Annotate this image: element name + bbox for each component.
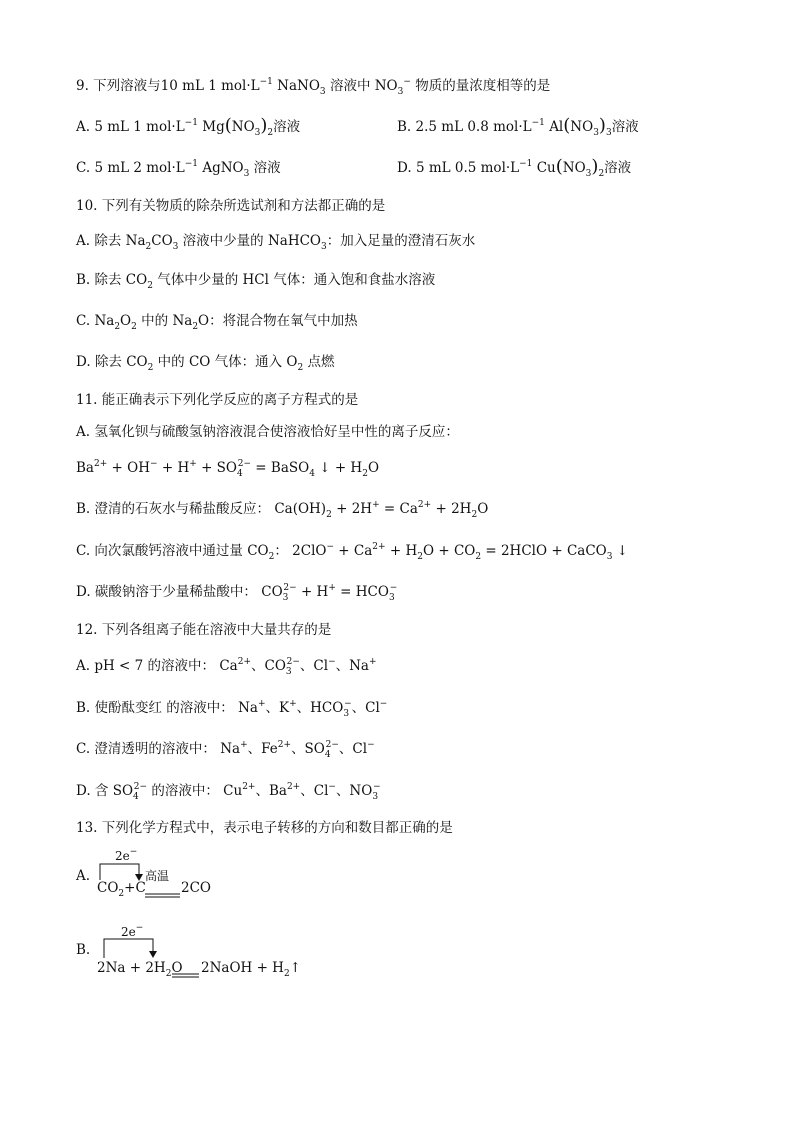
q9-stem-suffix: 物质的量浓度相等的是	[415, 78, 551, 94]
q11-a-eq1: Ba	[76, 460, 94, 476]
q12-b-i1-sup: +	[257, 699, 266, 709]
q12-d-i3: 、Cl	[300, 783, 329, 799]
q11-a-eq2-sup: −	[150, 459, 158, 469]
q9-stem-compound: NaNO	[277, 78, 320, 94]
q11-c-eq1-sup: −	[326, 542, 335, 552]
q12-d-i3-sup: −	[328, 782, 336, 792]
q9-c-exp: −1	[184, 159, 199, 169]
q10-d-s2: 2	[297, 363, 304, 373]
q13-b-lhs-text: 2Na + 2H	[97, 960, 166, 976]
q13-a-lhs1-sub: 2	[118, 889, 125, 899]
q11-b-eq2: + 2H	[331, 501, 373, 517]
q11-d-eq3-sup: −	[389, 583, 398, 593]
q11-d-eq1-sub: 3	[282, 593, 289, 603]
q10-a-m2: 溶液中少量的 NaHCO	[178, 233, 321, 249]
q10-b-s1: 2	[147, 281, 153, 291]
q11-d-text: D. 碳酸钠溶于少量稀盐酸中：	[76, 584, 257, 600]
q11-b-eq4-sub: 2	[471, 510, 478, 520]
q9-a-conc: 5 mL 1 mol·L	[94, 119, 185, 135]
q9-d-inner-sub: 3	[585, 169, 592, 179]
q12-b-i2-sup: +	[289, 699, 297, 709]
q10-d-label: D.	[76, 354, 91, 370]
q13-a-equation	[97, 878, 146, 900]
q13-a-lhs2: +C	[124, 880, 146, 896]
q12-a-i3: 、Cl	[299, 658, 329, 674]
q11-a-eq1-sup: 2+	[93, 459, 108, 469]
q12-option-d	[76, 781, 381, 803]
q12-d-i4: 、NO	[335, 783, 373, 799]
q11-d-eq2-sup: +	[328, 583, 336, 593]
q9-a-rparen: )	[260, 115, 268, 136]
q10-a-m1: CO	[151, 233, 173, 249]
q9-c-tail: 溶液	[253, 160, 281, 176]
q9-b-formula: Al	[549, 119, 564, 135]
q10-c-s1: 2	[114, 322, 121, 332]
q9-a-outer-sub: 2	[267, 128, 274, 138]
q9-a-label: A.	[76, 119, 91, 135]
q11-a-eq6: ↓ + H	[314, 460, 363, 476]
q11-c-eq2: + Ca	[334, 543, 373, 559]
q9-b-inner-sub: 3	[593, 128, 599, 138]
q10-c-pre: Na	[94, 313, 115, 329]
q11-b-eq2-sup: +	[372, 500, 380, 510]
q11-a-eq5: = BaSO	[251, 460, 310, 476]
q9-d-lparen: (	[555, 156, 563, 177]
q9-c-label: C.	[76, 160, 91, 176]
q13-a-equals-sign	[145, 884, 181, 903]
q10-b-pre: 除去 CO	[94, 272, 148, 288]
q9-b-lparen: (	[563, 115, 571, 136]
q11-a-eq2: + OH	[107, 460, 151, 476]
q13-a-label: A.	[76, 868, 91, 884]
q11-a-equation	[76, 458, 379, 480]
q9-d-conc: 5 mL 0.5 mol·L	[415, 160, 520, 176]
q11-b-eq5: O	[477, 501, 489, 517]
q9-d-outer-sub: 2	[598, 169, 605, 179]
q9-stem	[76, 76, 550, 98]
q11-c-eq5: = 2HClO + CaCO	[481, 543, 607, 559]
q12-d-i2: 、Ba	[255, 783, 287, 799]
q12-c-i1: Na	[220, 741, 241, 757]
q12-a-i2: 、CO	[251, 658, 286, 674]
q12-c-i3-sup: 2−	[325, 740, 339, 750]
q12-a-i3-sup: −	[328, 657, 336, 667]
q9-stem-exp: −1	[259, 77, 273, 87]
q12-b-i4-sup: −	[379, 699, 388, 709]
q9-stem-no3-sub: 3	[397, 87, 404, 97]
q13-b-lhs-sub: 2	[165, 969, 172, 979]
q9-a-inner: NO	[231, 119, 255, 135]
q11-a-eq7: O	[367, 460, 380, 476]
q11-d-eq1: CO	[261, 584, 283, 600]
q10-c-s2: 2	[131, 322, 137, 332]
q13-b-rhs	[201, 958, 301, 980]
q11-c-eq3-sub: 2	[417, 552, 423, 562]
q9-b-inner: NO	[570, 119, 594, 135]
q11-a-eq4: + SO	[196, 460, 237, 476]
q11-a-eq4-sub: 4	[237, 469, 243, 479]
q10-c-post: O：将混合物在氧气中加热	[198, 313, 358, 329]
q12-c-i2-sup: 2+	[277, 740, 292, 750]
q11-d-eq3: = HCO	[335, 584, 389, 600]
q12-b-text: B. 使酚酞变红 的溶液中：	[76, 700, 234, 716]
q11-c-text-sub: 2	[268, 552, 275, 562]
q11-d-eq2: + H	[296, 584, 329, 600]
q12-d-text-sub: 4	[133, 792, 139, 802]
q11-option-d	[76, 582, 397, 604]
q9-option-d	[397, 158, 631, 180]
q9-d-rparen: )	[591, 156, 599, 177]
q9-stem-mid: 溶液中 NO	[329, 78, 398, 94]
q12-stem: 12. 下列各组离子能在溶液中大量共存的是	[76, 622, 332, 638]
q12-b-i2: 、K	[265, 700, 290, 716]
q9-d-exp: −1	[519, 159, 533, 169]
q9-b-outer-sub: 3	[605, 128, 612, 138]
q11-b-eq4: + 2H	[431, 501, 472, 517]
q9-a-lparen: (	[224, 115, 232, 136]
q10-a-s2: 3	[172, 242, 179, 252]
q12-c-i1-sup: +	[240, 740, 248, 750]
q10-stem: 10. 下列有关物质的除杂所选试剂和方法都正确的是	[76, 198, 386, 214]
q13-b-rhs-arrow: ↑	[289, 960, 302, 976]
q9-c-formula: AgNO	[202, 160, 244, 176]
q11-d-eq3-sub: 3	[388, 593, 395, 603]
q13-a-equals-svg	[145, 893, 181, 899]
q12-c-i3-sub: 4	[324, 750, 331, 760]
q12-a-i1-sup: 2+	[237, 657, 251, 667]
q13-a-electrons-sup: −	[129, 847, 138, 857]
q10-a-post: ：加入足量的澄清石灰水	[326, 233, 476, 249]
q12-a-i4-sup: +	[369, 657, 377, 667]
q12-d-i1: Cu	[223, 783, 243, 799]
q9-b-rparen: )	[598, 115, 606, 136]
q12-b-i3-sub: 3	[343, 709, 350, 719]
q12-a-i2-sub: 3	[285, 667, 292, 677]
q12-c-i3: 、SO	[291, 741, 325, 757]
q9-stem-compound-sub: 3	[319, 87, 326, 97]
q11-c-text-post: ：	[274, 543, 288, 559]
q10-d-s1: 2	[147, 363, 154, 373]
q11-c-text: C. 向次氯酸钙溶液中通过量 CO	[76, 543, 269, 559]
q9-b-tail: 溶液	[611, 119, 639, 135]
q13-b-rhs-text: 2NaOH + H	[201, 960, 284, 976]
q11-c-eq5-sub: 3	[606, 552, 613, 562]
q12-b-i4: 、Cl	[351, 700, 380, 716]
q10-a-pre: 除去 Na	[94, 233, 146, 249]
q12-d-i4-sup: −	[373, 782, 381, 792]
q11-option-b	[76, 499, 488, 521]
q13-a-condition: 高温	[145, 869, 170, 883]
q12-d-text-sup: 2−	[133, 782, 148, 792]
q12-b-i1: Na	[238, 700, 258, 716]
q13-b-lhs2: O	[171, 960, 183, 976]
q9-stem-prefix: 9. 下列溶液与	[76, 78, 161, 94]
q9-c-conc: 5 mL 2 mol·L	[94, 160, 185, 176]
q13-b-rhs-sub: 2	[283, 969, 290, 979]
q9-a-tail: 溶液	[273, 119, 301, 135]
q11-stem: 11. 能正确表示下列化学反应的离子方程式的是	[76, 392, 359, 408]
q11-a-eq3-sup: +	[189, 459, 197, 469]
q12-d-i4-sub: 3	[372, 792, 379, 802]
q11-d-eq1-sup: 2−	[283, 583, 297, 593]
q13-stem: 13. 下列化学方程式中，表示电子转移的方向和数目都正确的是	[76, 820, 453, 836]
q11-b-eq1: Ca(OH)	[274, 501, 327, 517]
q11-a-eq5-sub: 4	[309, 469, 315, 479]
q13-b-bracket-svg	[100, 937, 160, 959]
q11-b-eq3: = Ca	[379, 501, 418, 517]
q11-a-text: A. 氢氧化钡与硫酸氢钠溶液混合使溶液恰好呈中性的离子反应：	[76, 424, 459, 440]
q13-b-equals-svg	[172, 973, 200, 979]
q12-option-a	[76, 656, 377, 678]
q10-d-m1: 中的 CO 气体：通入 O	[153, 354, 298, 370]
q12-b-i3: 、HCO	[296, 700, 344, 716]
q12-d-i2-sup: 2+	[286, 782, 301, 792]
q11-a-eq3: + H	[157, 460, 190, 476]
q11-b-text: B. 澄清的石灰水与稀盐酸反应：	[76, 501, 271, 517]
q10-a-s1: 2	[145, 242, 152, 252]
q10-option-a	[76, 231, 475, 253]
q11-c-eq4: O + CO	[422, 543, 476, 559]
q9-a-formula: Mg	[202, 119, 225, 135]
q10-c-m1: O	[120, 313, 132, 329]
q12-option-c	[76, 739, 375, 761]
q13-b-lhs	[97, 958, 183, 980]
q10-c-m2: 中的 Na	[136, 313, 193, 329]
q11-a-eq4-sup: 2−	[237, 459, 252, 469]
q10-d-pre: 除去 CO	[94, 354, 148, 370]
q12-c-i2: 、Fe	[247, 741, 278, 757]
q11-c-eq2-sup: 2+	[372, 542, 386, 552]
q12-d-i1-sup: 2+	[242, 782, 256, 792]
q12-a-i4: 、Na	[335, 658, 369, 674]
q9-b-conc: 2.5 mL 0.8 mol·L	[415, 119, 532, 135]
q10-option-b	[76, 270, 435, 292]
q9-b-label: B.	[397, 119, 412, 135]
q10-a-label: A.	[76, 233, 91, 249]
q13-a-electrons-text: 2e	[115, 849, 130, 863]
q9-d-tail: 溶液	[604, 160, 632, 176]
q11-c-eq6: ↓	[612, 543, 629, 559]
q13-b-electrons-sup: −	[135, 923, 144, 933]
q9-d-label: D.	[397, 160, 412, 176]
q9-a-exp: −1	[184, 118, 198, 128]
q10-a-s3: 3	[321, 242, 327, 252]
q12-c-i4-sup: −	[367, 740, 375, 750]
q10-d-post: 点燃	[303, 354, 335, 370]
q10-c-s3: 2	[192, 322, 199, 332]
q9-b-exp: −1	[531, 118, 545, 128]
q10-b-post: 气体中少量的 HCl 气体：通入饱和食盐水溶液	[152, 272, 436, 288]
q11-c-eq1: 2ClO	[292, 543, 327, 559]
q13-a-rhs: 2CO	[181, 880, 211, 896]
q11-a-eq6-sub: 2	[362, 469, 368, 479]
q10-option-c	[76, 311, 358, 333]
q9-d-inner: NO	[562, 160, 586, 176]
q12-b-i3-sup: −	[344, 699, 352, 709]
q9-option-c	[76, 158, 281, 180]
q9-a-inner-sub: 3	[254, 128, 261, 138]
q13-b-equals-sign	[172, 964, 200, 983]
q12-c-text: C. 澄清透明的溶液中：	[76, 741, 216, 757]
q12-a-i1: Ca	[219, 658, 238, 674]
q13-b-electrons-text: 2e	[121, 925, 136, 939]
q11-b-eq3-sup: 2+	[417, 500, 432, 510]
q10-c-label: C.	[76, 313, 91, 329]
q11-c-eq4-sub: 2	[475, 552, 482, 562]
q13-b-label: B.	[76, 942, 91, 958]
q9-stem-no3-sup: −	[403, 77, 411, 87]
q12-d-text: D. 含 SO	[76, 783, 134, 799]
q10-option-d	[76, 352, 335, 374]
q9-d-formula: Cu	[536, 160, 556, 176]
q11-b-eq1-sub: 2	[326, 510, 332, 520]
q11-option-c	[76, 541, 628, 563]
q9-stem-amount: 10 mL 1 mol·L	[160, 78, 260, 94]
q9-c-sub: 3	[243, 169, 250, 179]
q12-d-text-post: 的溶液中：	[147, 783, 219, 799]
q9-option-a	[76, 117, 300, 139]
q11-c-eq3: + H	[385, 543, 418, 559]
q12-a-text: A. pH < 7 的溶液中：	[76, 658, 216, 674]
q9-option-b	[397, 117, 639, 139]
q12-c-i4: 、Cl	[338, 741, 368, 757]
q10-b-label: B.	[76, 272, 91, 288]
q12-option-b	[76, 698, 387, 720]
q13-a-lhs1: CO	[97, 880, 119, 896]
q12-a-i2-sup: 2−	[286, 657, 300, 667]
